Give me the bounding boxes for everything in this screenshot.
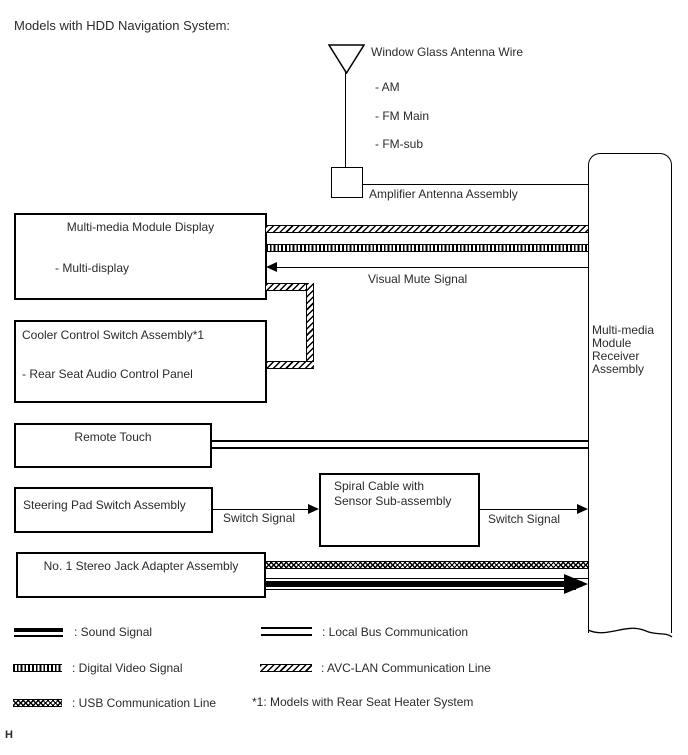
legend-digital-video-swatch-icon [13,664,62,672]
receiver-label-line2: Module [592,336,632,350]
legend-usb-label: : USB Communication Line [72,696,217,710]
stereo-jack-box [16,552,266,598]
receiver-box-wavy-bottom [582,622,682,646]
sound-line-bottom [266,589,576,590]
legend-avc-lan-swatch-icon [260,664,312,672]
spiral-cable-box [319,473,480,547]
steering-box-title: Steering Pad Switch Assembly [23,498,186,512]
receiver-label-line3: Receiver [592,349,640,363]
legend-local-bus-label: : Local Bus Communication [322,625,469,639]
display-box [14,213,267,300]
footer-mark: H [5,729,13,741]
remote-touch-title: Remote Touch [74,430,152,444]
cooler-box-subtitle: - Rear Seat Audio Control Panel [22,367,193,381]
sound-line-top [266,578,588,579]
digital-video-line [266,244,588,252]
sound-line-thick [266,581,582,587]
switch-signal-label-left: Switch Signal [223,511,296,525]
display-box-subtitle: - Multi-display [55,261,130,275]
amplifier-antenna-box [331,167,363,198]
amplifier-antenna-label: Amplifier Antenna Assembly [369,187,518,201]
spiral-cable-line2: Sensor Sub-assembly [334,494,452,508]
display-box-title: Multi-media Module Display [66,220,215,234]
page-title: Models with HDD Navigation System: [14,18,231,33]
antenna-item-fm-sub: - FM-sub [375,137,423,151]
switch-signal-label-right: Switch Signal [488,512,561,526]
stereo-jack-title: No. 1 Stereo Jack Adapter Assembly [43,559,239,573]
legend-digital-video-label: : Digital Video Signal [72,661,183,675]
visual-mute-arrowhead-icon [266,262,277,272]
avc-lan-loop-bottom [266,361,314,369]
switch-signal-arrowhead-right-icon [577,504,588,514]
spiral-cable-line1: Spiral Cable with [334,479,425,493]
legend-local-bus-swatch-icon [261,627,312,636]
usb-line [266,561,588,569]
sound-arrowhead-icon [564,574,588,594]
switch-signal-arrowhead-left-icon [308,504,319,514]
steering-box [14,487,213,533]
legend-avc-lan-label: : AVC-LAN Communication Line [321,661,491,675]
avc-lan-loop-vertical [306,283,314,369]
antenna-icon [328,44,365,74]
legend-sound-swatch-underline-icon [14,635,63,637]
legend-usb-swatch-icon [13,699,62,707]
receiver-label-line1: Multi-media [592,323,655,337]
receiver-label-line4: Assembly [592,362,645,376]
antenna-mast-line [345,72,346,167]
legend-sound-label: : Sound Signal [74,625,153,639]
cooler-box [14,320,267,403]
remote-touch-box [14,423,212,468]
receiver-box [588,153,672,633]
switch-signal-line-right [480,509,577,510]
legend-footnote: *1: Models with Rear Seat Heater System [252,695,474,709]
antenna-item-am: - AM [375,80,400,94]
visual-mute-line [276,267,588,268]
antenna-item-fm-main: - FM Main [375,109,429,123]
local-bus-line [212,440,588,449]
legend-sound-swatch-icon [14,628,63,632]
visual-mute-label: Visual Mute Signal [368,272,468,286]
avc-lan-line-display [266,225,588,233]
cooler-box-title: Cooler Control Switch Assembly*1 [22,328,205,342]
switch-signal-line-left [213,509,308,510]
amplifier-wire [363,184,588,185]
window-glass-antenna-label: Window Glass Antenna Wire [371,45,524,59]
